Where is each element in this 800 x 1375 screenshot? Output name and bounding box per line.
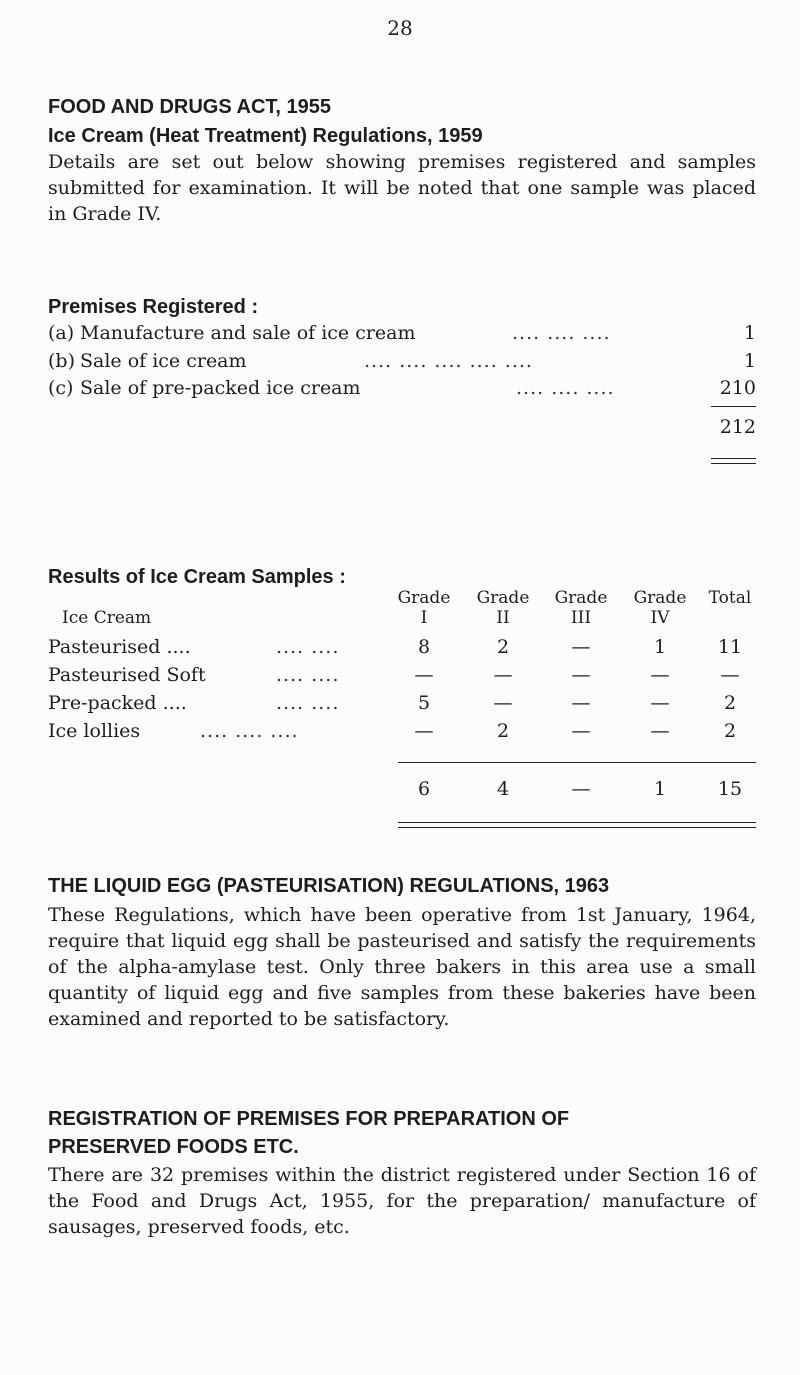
table-cell: — <box>414 720 434 742</box>
section-title-liquid-egg: THE LIQUID EGG (PASTEURISATION) REGULATIONS, 1963 <box>48 875 610 897</box>
section-subtitle-ice-cream: Ice Cream (Heat Treatment) Regulations, 1959 <box>48 125 483 147</box>
col-header-line2: IV <box>650 608 670 628</box>
table-cell: — <box>571 692 591 714</box>
col-header-line1: Grade <box>633 588 687 608</box>
total-cell: 6 <box>417 778 431 800</box>
premises-row <box>48 350 756 376</box>
table-cell: 2 <box>496 636 510 658</box>
leader-dots: .... .... .... <box>516 377 615 399</box>
col-header-line2: III <box>570 608 592 628</box>
results-total-rule <box>398 762 756 763</box>
table-cell: — <box>650 664 670 686</box>
premises-label: Manufacture and sale of ice cream <box>80 322 416 344</box>
col-header-line1: Grade <box>554 588 608 608</box>
section-title-registration: REGISTRATION OF PREMISES FOR PREPARATION OF <box>48 1108 570 1130</box>
results-heading: Results of Ice Cream Samples : <box>48 566 346 588</box>
table-cell: — <box>414 664 434 686</box>
premises-row <box>48 322 756 348</box>
col-header-total <box>700 588 760 608</box>
table-cell: — <box>571 636 591 658</box>
total-cell: 1 <box>653 778 667 800</box>
col-header-line1: Grade <box>476 588 530 608</box>
row-header-ice-cream: Ice Cream <box>62 608 152 628</box>
leader-dots: .... .... <box>276 636 340 658</box>
food-drugs-paragraph: Details are set out below showing premises registered and samples submitted for examination. It will be noted that one sample was placed in Grade IV. <box>48 151 756 225</box>
premises-heading: Premises Registered : <box>48 296 259 318</box>
leader-dots: .... .... .... .... .... <box>364 350 533 372</box>
page-number: 28 <box>387 16 413 40</box>
section-title-registration-line2: PRESERVED FOODS ETC. <box>48 1136 299 1158</box>
total-cell: 15 <box>717 778 743 800</box>
leader-dots: .... .... <box>276 664 340 686</box>
table-cell: 2 <box>496 720 510 742</box>
table-cell: — <box>571 664 591 686</box>
table-cell: 8 <box>417 636 431 658</box>
section-title-food-drugs: FOOD AND DRUGS ACT, 1955 <box>48 96 332 118</box>
results-double-rule <box>398 822 756 828</box>
registration-paragraph: There are 32 premises within the district registered under Section 16 of the Food and Drugs Act, 1955, for the preparation/ manufacture of sausages, preserved foods, etc. <box>48 1164 756 1238</box>
row-label: Pasteurised Soft <box>48 664 206 686</box>
liquid-egg-paragraph: These Regulations, which have been operative from 1st January, 1964, require that liquid egg shall be pasteurised and satisfy the requirements of the alpha-amylase test. Only three bakers in this area use a small quantity of liquid egg and five samples from these bakeries have been examined and reported to be satisfactory. <box>48 904 756 1030</box>
col-header-line2: I <box>420 608 428 628</box>
table-cell: 11 <box>717 636 743 658</box>
premises-value: 210 <box>719 377 756 399</box>
table-cell: 2 <box>723 692 737 714</box>
premises-letter: (c) <box>48 377 74 399</box>
table-cell: — <box>650 692 670 714</box>
leader-dots: .... .... <box>276 692 340 714</box>
table-cell: 1 <box>653 636 667 658</box>
premises-label: Sale of pre-packed ice cream <box>80 377 361 399</box>
col-header-line1: Grade <box>397 588 451 608</box>
leader-dots: .... .... .... <box>512 322 611 344</box>
premises-row <box>48 377 756 403</box>
premises-value: 1 <box>743 322 756 344</box>
col-header-line2: Total <box>708 588 752 608</box>
premises-total-rule <box>711 406 756 407</box>
premises-total: 212 <box>719 416 756 438</box>
col-header-grade-iii <box>551 588 611 628</box>
table-cell: — <box>493 692 513 714</box>
row-label: Pre-packed .... <box>48 692 187 714</box>
table-cell: 5 <box>417 692 431 714</box>
premises-double-rule <box>711 458 756 464</box>
col-header-grade-i <box>394 588 454 628</box>
table-cell: — <box>571 720 591 742</box>
row-label: Ice lollies <box>48 720 141 742</box>
premises-label: Sale of ice cream <box>80 350 247 372</box>
table-cell: — <box>650 720 670 742</box>
col-header-line2: II <box>496 608 510 628</box>
table-cell: 2 <box>723 720 737 742</box>
premises-value: 1 <box>743 350 756 372</box>
col-header-grade-ii <box>473 588 533 628</box>
col-header-grade-iv <box>630 588 690 628</box>
leader-dots: .... .... .... <box>200 720 299 742</box>
total-cell: — <box>571 778 591 800</box>
table-cell: — <box>720 664 740 686</box>
row-label: Pasteurised .... <box>48 636 191 658</box>
total-cell: 4 <box>496 778 510 800</box>
premises-letter: (a) <box>48 322 75 344</box>
table-cell: — <box>493 664 513 686</box>
premises-letter: (b) <box>48 350 75 372</box>
